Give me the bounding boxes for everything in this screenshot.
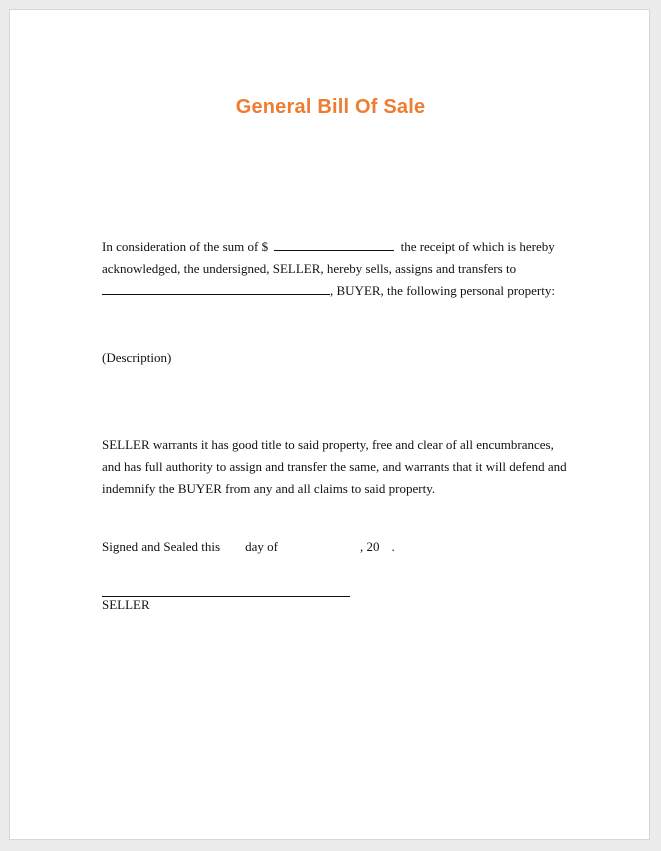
- consideration-line-1: [102, 236, 555, 258]
- warranty-paragraph: [102, 434, 567, 500]
- consideration-line-2: acknowledged, the undersigned, SELLER, hereby sells, assigns and transfers to: [102, 261, 517, 276]
- buyer-name-blank[interactable]: [102, 280, 330, 295]
- document-title: General Bill Of Sale: [235, 96, 426, 118]
- signed-period: .: [391, 539, 395, 554]
- receipt-text: the receipt of which is hereby: [400, 239, 555, 254]
- day-of-label: day of: [245, 539, 278, 554]
- seller-label: SELLER: [102, 597, 150, 612]
- signed-sealed-line: [102, 536, 395, 558]
- warranty-line-3: indemnify the BUYER from any and all claims to said property.: [102, 481, 436, 496]
- signed-sealed-label: Signed and Sealed this: [102, 539, 221, 554]
- consideration-line-3: [102, 280, 555, 302]
- warranty-line-2: and has full authority to assign and transfer the same, and warrants that it will defend and: [102, 459, 567, 474]
- description-placeholder: (Description): [102, 350, 172, 365]
- consideration-paragraph: [102, 236, 555, 302]
- year-label: , 20: [359, 539, 380, 554]
- sum-label: In consideration of the sum of $: [102, 239, 269, 254]
- buyer-text: , BUYER, the following personal property:: [330, 283, 555, 298]
- document-page: [9, 9, 650, 840]
- sum-amount-blank[interactable]: [274, 236, 394, 251]
- warranty-line-1: SELLER warrants it has good title to said property, free and clear of all encumbrances,: [102, 437, 554, 452]
